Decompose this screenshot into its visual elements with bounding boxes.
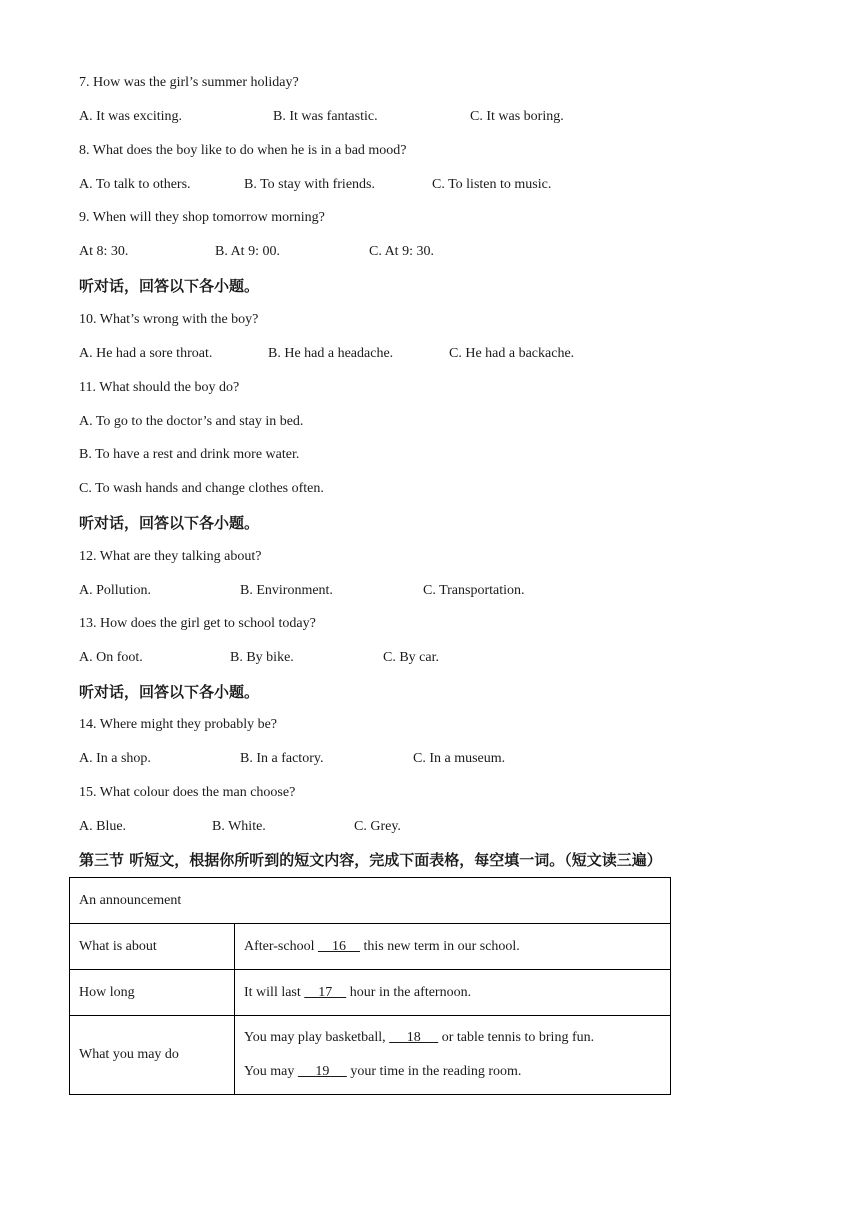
blank-19[interactable]: 19 [297,1064,347,1079]
text-post: your time in the reading room. [350,1064,522,1079]
row-content-what-you-may-do [235,1016,671,1095]
row-content-what-is-about [235,924,671,970]
text-post: or table tennis to bring fun. [441,1030,595,1045]
option-9a: At 8: 30. [79,244,129,259]
option-14c: C. In a museum. [413,751,506,766]
option-15c: C. Grey. [354,819,401,834]
option-9b: B. At 9: 00. [215,244,280,259]
text-post: this new term in our school. [363,938,520,954]
option-10a: A. He had a sore throat. [79,346,213,361]
question-8: 8. What does the boy like to do when he is in a bad mood? [79,143,407,158]
option-13c: C. By car. [383,650,439,665]
question-9: 9. When will they shop tomorrow morning? [79,210,325,225]
option-11b: B. To have a rest and drink more water. [79,447,300,462]
option-15b: B. White. [212,819,266,834]
table-row [70,970,671,1016]
question-12: 12. What are they talking about? [79,549,262,564]
question-7: 7. How was the girl’s summer holiday? [79,75,299,90]
option-12c: C. Transportation. [423,583,525,598]
option-14b: B. In a factory. [240,751,324,766]
table-title: An announcement [70,878,671,924]
table-row [70,1016,671,1095]
announcement-table [69,877,671,1095]
option-7c: C. It was boring. [470,109,564,124]
blank-17[interactable]: 17 [304,984,347,1000]
option-14a: A. In a shop. [79,751,151,766]
option-7b: B. It was fantastic. [273,109,378,124]
option-12b: B. Environment. [240,583,333,598]
section-3-instruction: 第三节 听短文，根据你所听到的短文内容，完成下面表格，每空填一词。（短文读三遍） [79,851,662,869]
blank-16[interactable]: 16 [317,938,360,954]
content-line-1 [244,1029,661,1047]
option-8a: A. To talk to others. [79,177,191,192]
section-heading-3: 听对话，回答以下各小题。 [79,683,260,701]
option-8b: B. To stay with friends. [244,177,375,192]
question-11: 11. What should the boy do? [79,380,240,395]
blank-18[interactable]: 18 [389,1030,439,1045]
option-10b: B. He had a headache. [268,346,394,361]
content-line-2 [244,1063,661,1081]
option-15a: A. Blue. [79,819,127,834]
table-row [70,924,671,970]
question-14: 14. Where might they probably be? [79,717,278,732]
text-post: hour in the afternoon. [349,984,472,1000]
option-11c: C. To wash hands and change clothes often. [79,481,324,496]
row-content-how-long [235,970,671,1016]
question-13: 13. How does the girl get to school today? [79,616,316,631]
question-15: 15. What colour does the man choose? [79,785,296,800]
option-10c: C. He had a backache. [449,346,575,361]
text-pre: After-school [244,938,315,954]
section-heading-2: 听对话，回答以下各小题。 [79,514,260,532]
text-pre: You may [244,1064,295,1079]
option-9c: C. At 9: 30. [369,244,434,259]
text-pre: It will last [244,984,301,1000]
row-label-how-long: How long [70,970,235,1016]
row-label-what-is-about: What is about [70,924,235,970]
option-12a: A. Pollution. [79,583,151,598]
row-label-what-you-may-do: What you may do [70,1016,235,1095]
section-heading-1: 听对话，回答以下各小题。 [79,277,260,295]
option-7a: A. It was exciting. [79,109,183,124]
question-10: 10. What’s wrong with the boy? [79,312,259,327]
option-13a: A. On foot. [79,650,143,665]
option-13b: B. By bike. [230,650,294,665]
option-11a: A. To go to the doctor’s and stay in bed. [79,414,304,429]
option-8c: C. To listen to music. [432,177,552,192]
text-pre: You may play basketball, [244,1030,386,1045]
